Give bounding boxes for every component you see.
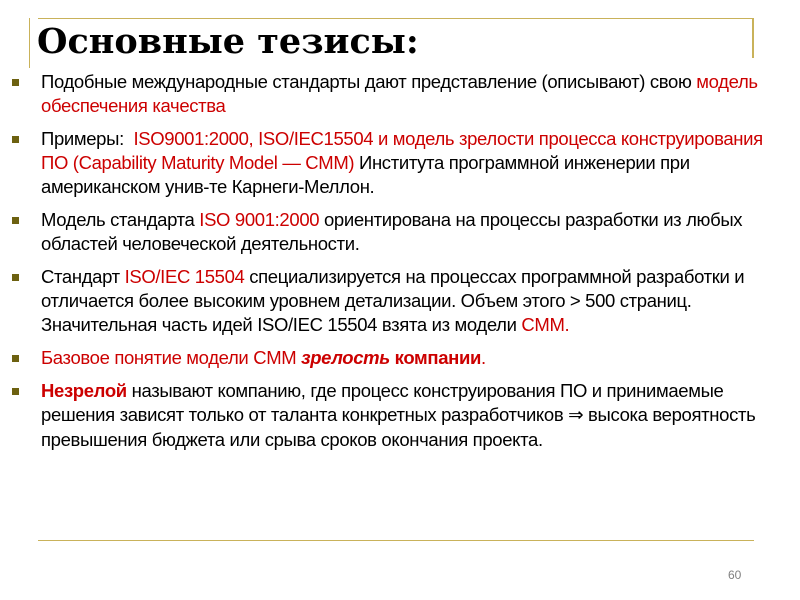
bullet-text-segment: ориентирована на процессы разработки из любых областей человеческой деятельности.	[41, 209, 743, 254]
bullet-text	[41, 347, 486, 368]
highlight-text: ISO/IEC 15504	[124, 266, 245, 287]
bullet-list	[0, 70, 800, 461]
emphasis-text: компании	[394, 347, 482, 368]
highlight-text: модель обеспечения качества	[41, 71, 758, 116]
bullet-item	[0, 208, 800, 256]
bullet-text-segment: называют компанию, где процесс конструирования ПО и принимаемые решения зависят только от таланта конкретных разработчиков	[41, 380, 724, 425]
bullet-text-segment: Института программной инженерии при американском унив-те Карнеги-Меллон.	[41, 152, 690, 197]
square-bullet-icon	[12, 136, 19, 143]
bullet-text-segment: Подобные международные стандарты дают представление (описывают) свою	[41, 71, 697, 92]
bullet-text-segment: Примеры:	[41, 128, 134, 149]
page-number: 60	[728, 568, 742, 582]
bullet-text-segment: специализируется на процессах программной разработки и отличается более высоким уровнем детализации. Объем этого > 500 страниц. Значительная часть идей ISO/IEC 15504 взята из модели	[41, 266, 745, 335]
square-bullet-icon	[12, 355, 19, 362]
bullet-text-segment: Модель стандарта	[41, 209, 200, 230]
square-bullet-icon	[12, 274, 19, 281]
bullet-text	[41, 209, 742, 254]
highlight-text: ISO9001:2000, ISO/IEC15504 и модель зрелости процесса конструирования ПО (Capability Maturity Model — CMM)	[41, 128, 763, 173]
frame-right-accent-line	[752, 18, 754, 58]
bullet-item	[0, 379, 800, 452]
highlight-text: .	[481, 347, 486, 368]
bullet-item	[0, 346, 800, 370]
bullet-text	[41, 380, 755, 450]
frame-left-accent-line	[29, 18, 30, 68]
implies-arrow-icon: ⇒	[568, 405, 584, 426]
bullet-text	[41, 71, 758, 116]
bullet-item	[0, 127, 800, 199]
square-bullet-icon	[12, 79, 19, 86]
highlight-text: CMM.	[521, 314, 570, 335]
slide-title: Основные тезисы:	[37, 21, 419, 62]
bullet-text-segment: Стандарт	[41, 266, 125, 287]
bullet-item	[0, 265, 800, 337]
bullet-item	[0, 70, 800, 118]
emphasis-text: Незрелой	[41, 380, 127, 401]
frame-bottom-line	[38, 540, 754, 541]
highlight-text: ISO 9001:2000	[199, 209, 320, 230]
square-bullet-icon	[12, 217, 19, 224]
emphasis-text: зрелость	[301, 347, 390, 368]
square-bullet-icon	[12, 388, 19, 395]
bullet-text-segment: высока вероятность превышения бюджета или срыва сроков окончания проекта.	[41, 404, 756, 450]
bullet-text	[41, 128, 763, 197]
highlight-text: Базовое понятие модели CMM	[41, 347, 302, 368]
bullet-text	[41, 266, 744, 335]
